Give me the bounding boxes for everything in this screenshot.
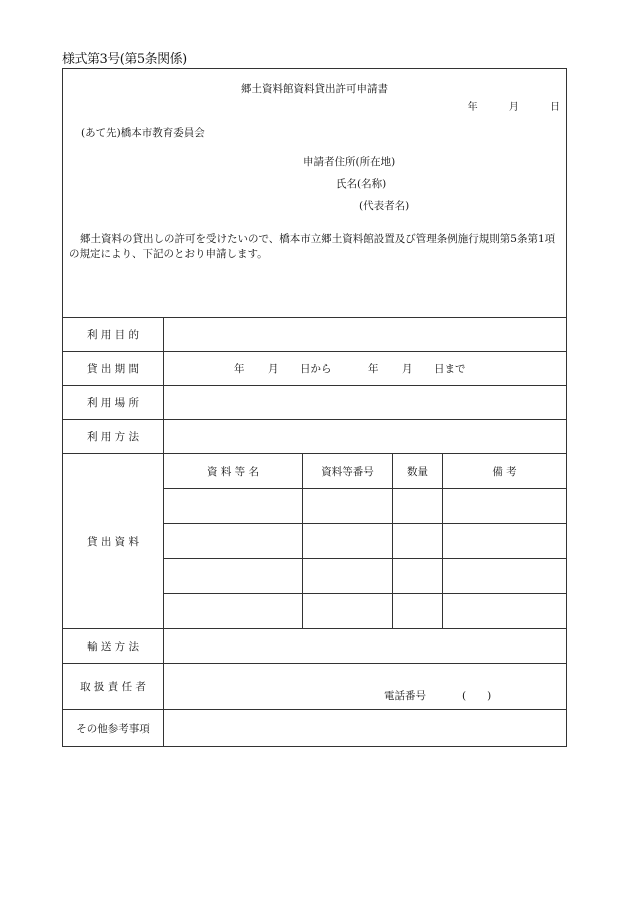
applicant-representative-label: (代表者名) (359, 200, 410, 212)
purpose-label: 利 用 目 的 (63, 318, 164, 351)
applicant-name-label: 氏名(名称) (336, 178, 387, 190)
period-field[interactable] (164, 352, 566, 385)
other-field[interactable] (164, 710, 566, 746)
materials-header-number: 資料等番号 (303, 454, 393, 489)
purpose-field[interactable] (164, 318, 566, 351)
period-start-month: 月 (268, 363, 279, 375)
materials-cell-quantity[interactable] (393, 524, 443, 559)
period-start-day: 日から (300, 363, 332, 375)
handler-phone (384, 688, 491, 703)
materials-cell-quantity[interactable] (393, 489, 443, 524)
period-end-day: 日まで (434, 363, 466, 375)
materials-header-quantity: 数量 (393, 454, 443, 489)
phone-label: 電話番号 (384, 690, 426, 702)
form-title: 郷土資料館資料貸出許可申請書 (241, 83, 388, 95)
materials-cell-quantity[interactable] (393, 559, 443, 594)
period-end-year: 年 (368, 363, 379, 375)
materials-cell-name[interactable] (164, 594, 303, 629)
materials-header-name: 資 料 等 名 (164, 454, 303, 489)
other-label: その他参考事項 (63, 710, 164, 746)
phone-paren: ( ) (462, 690, 492, 702)
date-month: 月 (508, 102, 519, 113)
form-number: 様式第3号(第5条関係) (62, 52, 187, 67)
applicant-address-label: 申請者住所(所在地) (303, 156, 396, 168)
materials-label: 貸 出 資 料 (63, 454, 164, 628)
transport-label: 輸 送 方 法 (63, 629, 164, 663)
materials-cell-number[interactable] (303, 489, 393, 524)
materials-row (63, 453, 566, 628)
materials-table (164, 454, 566, 628)
materials-cell-number[interactable] (303, 559, 393, 594)
materials-cell-quantity[interactable] (393, 594, 443, 629)
period-end-month: 月 (402, 363, 413, 375)
materials-cell-number[interactable] (303, 594, 393, 629)
date-day: 日 (550, 102, 560, 113)
place-field[interactable] (164, 386, 566, 419)
purpose-row (63, 317, 566, 351)
method-label: 利 用 方 法 (63, 420, 164, 453)
materials-cell-name[interactable] (164, 524, 303, 559)
place-label: 利 用 場 所 (63, 386, 164, 419)
other-row (63, 709, 566, 746)
materials-cell-name[interactable] (164, 559, 303, 594)
handler-label: 取 扱 責 任 者 (63, 664, 164, 709)
application-form (62, 68, 567, 747)
materials-cell-remarks[interactable] (443, 594, 566, 629)
addressee: (あて先)橋本市教育委員会 (81, 127, 205, 139)
materials-header-remarks: 備 考 (443, 454, 566, 489)
materials-cell-remarks[interactable] (443, 489, 566, 524)
handler-row (63, 663, 566, 709)
method-field[interactable] (164, 420, 566, 453)
materials-cell-number[interactable] (303, 524, 393, 559)
period-row (63, 351, 566, 385)
period-start-year: 年 (234, 363, 245, 375)
materials-cell-remarks[interactable] (443, 559, 566, 594)
application-statement: 郷土資料の貸出しの許可を受けたいので、橋本市立郷土資料館設置及び管理条例施行規則第5条第1項の規定により、下記のとおり申請します。 (69, 233, 556, 260)
place-row (63, 385, 566, 419)
form-header (63, 69, 566, 317)
transport-field[interactable] (164, 629, 566, 663)
method-row (63, 419, 566, 453)
handler-field[interactable] (164, 664, 566, 709)
materials-cell-name[interactable] (164, 489, 303, 524)
period-label: 貸 出 期 間 (63, 352, 164, 385)
date-year: 年 (467, 102, 478, 113)
materials-cell-remarks[interactable] (443, 524, 566, 559)
application-date[interactable] (462, 98, 560, 113)
transport-row (63, 628, 566, 663)
